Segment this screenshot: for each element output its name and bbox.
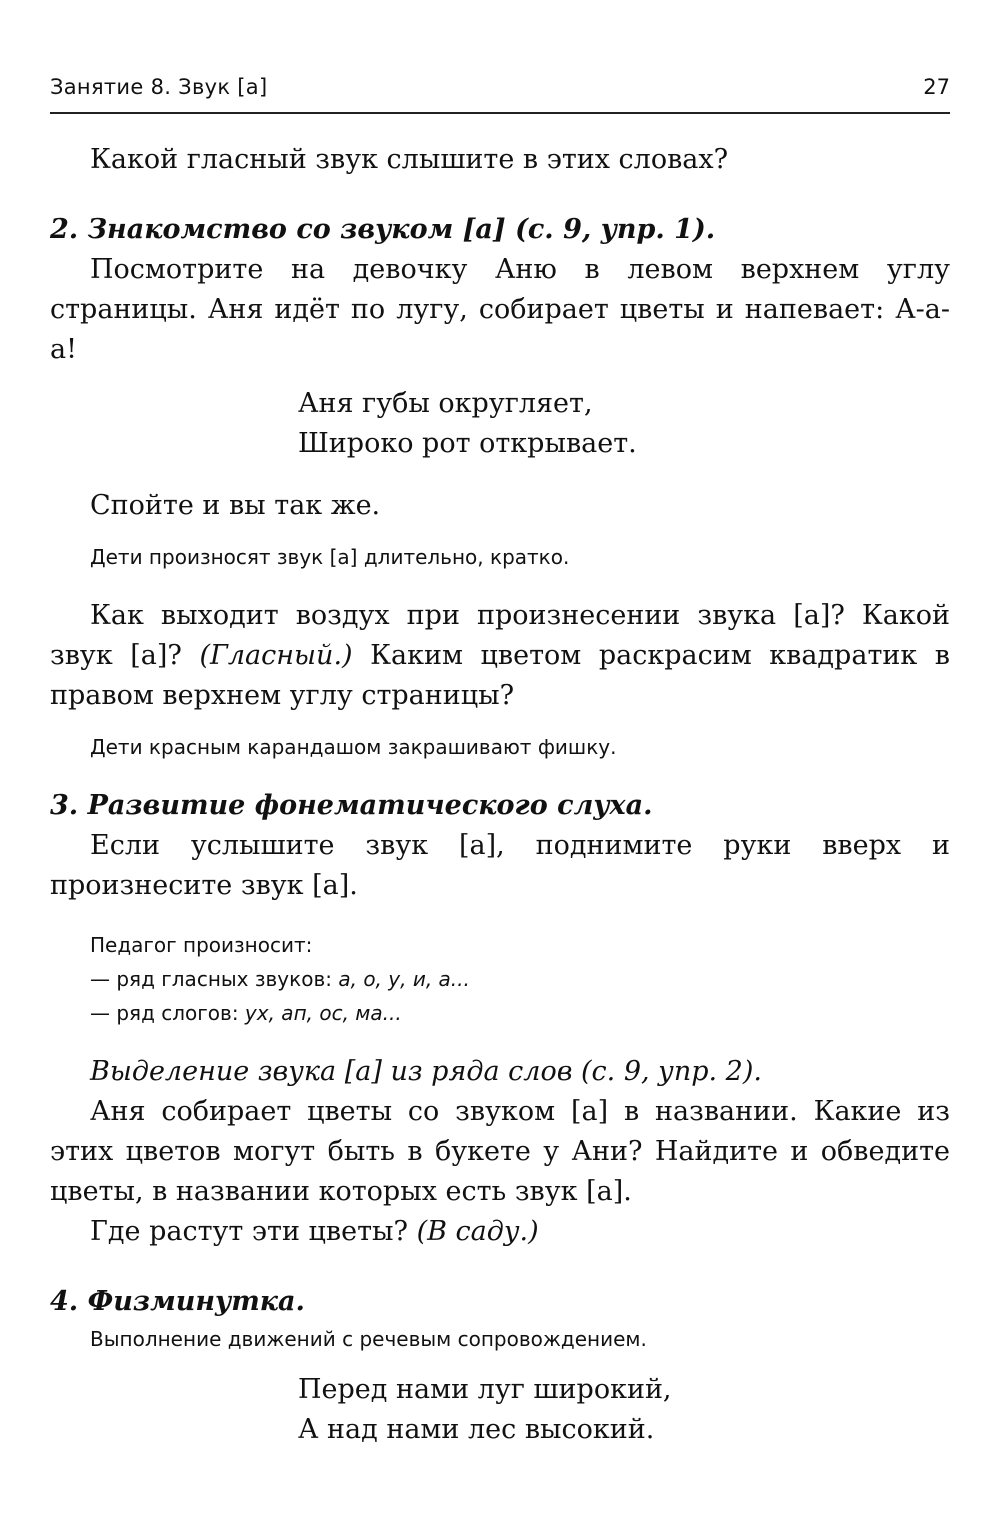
section-2-heading: 2. Знакомство со звуком [а] (с. 9, упр. 1). xyxy=(50,214,716,245)
header-title: Занятие 8. Звук [а] xyxy=(50,75,268,99)
question-intro: Какой гласный звук слышите в этих словах? xyxy=(90,144,729,175)
section-2-paragraph: Посмотрите на девочку Аню в левом верхнем углу страницы. Аня идёт по лугу, собирает цветы и напевает: А-а-а! xyxy=(50,254,950,365)
question-where-answer: (В саду.) xyxy=(416,1216,539,1247)
note-movements: Выполнение движений с речевым сопровождением. xyxy=(90,1327,647,1351)
poem-2-line-2: А над нами лес высокий. xyxy=(298,1414,655,1445)
section-3-heading: 3. Развитие фонематического слуха. xyxy=(50,790,653,821)
teacher-list-vowels xyxy=(50,962,950,996)
question-air-text-2: Каким цветом раскрасим квадратик в правом верхнем углу страницы? xyxy=(50,640,951,711)
teacher-list-vowels-items: а, о, у, и, а... xyxy=(338,967,470,991)
teacher-note-title: Педагог произносит: xyxy=(90,933,313,957)
question-air-text-1: Как выходит воздух при произнесении звука [а]? Какой звук [а]? xyxy=(50,600,950,671)
page-number: 27 xyxy=(923,75,950,99)
section-3-subheading: Выделение звука [а] из ряда слов (с. 9, упр. 2). xyxy=(90,1056,762,1087)
section-3-paragraph-2: Аня собирает цветы со звуком [а] в названии. Какие из этих цветов могут быть в букете у Ани? Найдите и обведите цветы, в названии которых есть звук [а]. xyxy=(50,1096,950,1207)
sing-instruction: Спойте и вы так же. xyxy=(90,490,381,521)
note-children-color: Дети красным карандашом закрашивают фишку. xyxy=(90,735,617,759)
poem-line-1: Аня губы округляет, xyxy=(298,388,593,419)
teacher-list-syllables-items: ух, ап, ос, ма... xyxy=(244,1001,402,1025)
running-header xyxy=(50,72,950,114)
note-children-pronounce: Дети произносят звук [а] длительно, кратко. xyxy=(90,545,570,569)
poem-2-line-1: Перед нами луг широкий, xyxy=(298,1374,672,1405)
question-where-text: Где растут эти цветы? xyxy=(90,1216,417,1247)
question-where xyxy=(50,1212,950,1252)
question-air xyxy=(50,596,950,716)
page-body xyxy=(50,140,950,1450)
section-4-heading: 4. Физминутка. xyxy=(50,1286,305,1317)
teacher-list-syllables xyxy=(50,996,950,1030)
poem-line-2: Широко рот открывает. xyxy=(298,428,637,459)
teacher-list-syllables-prefix: — ряд слогов: xyxy=(90,1001,245,1025)
question-air-answer: (Гласный.) xyxy=(199,640,353,671)
section-3-paragraph: Если услышите звук [а], поднимите руки вверх и произнесите звук [а]. xyxy=(50,830,950,901)
teacher-list-vowels-prefix: — ряд гласных звуков: xyxy=(90,967,339,991)
